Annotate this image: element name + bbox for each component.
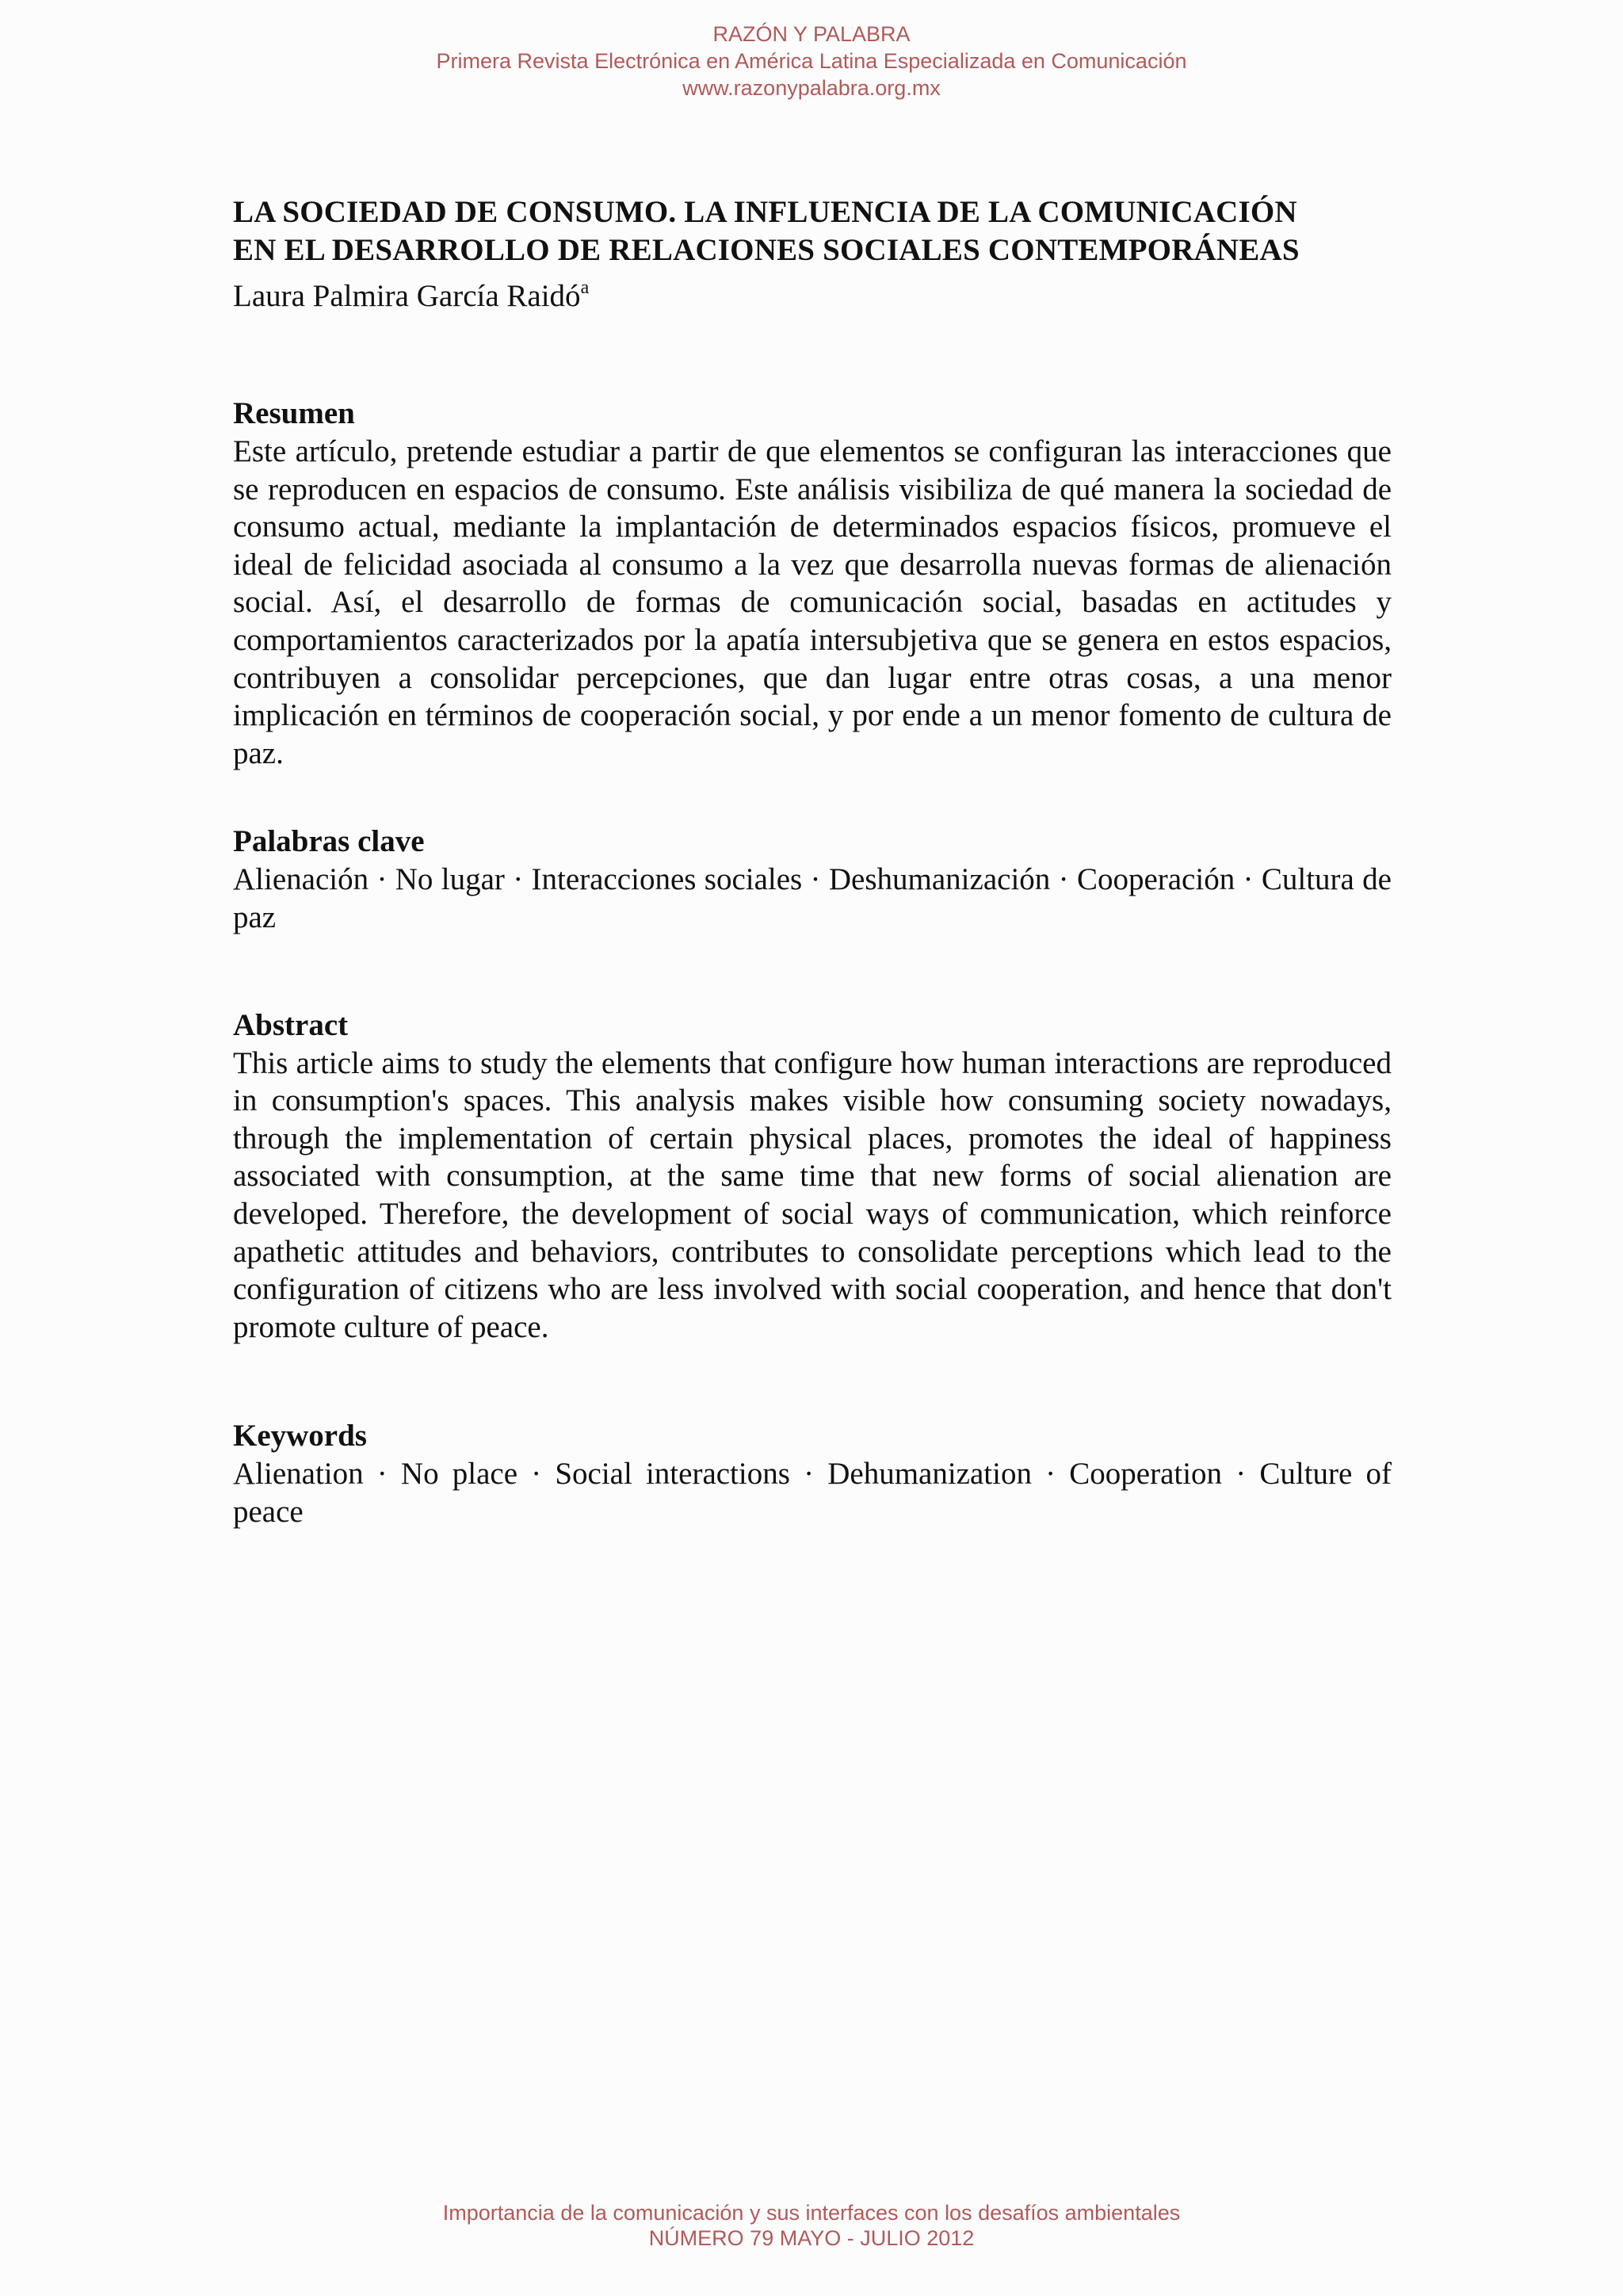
author-name: Laura Palmira García Raidó (233, 279, 581, 313)
palabras-clave-heading: Palabras clave (233, 824, 425, 859)
palabras-clave-section (233, 823, 1392, 936)
author-footnote-mark: a (580, 277, 590, 298)
journal-subtitle: Primera Revista Electrónica en América Latina Especializada en Comunicación (436, 49, 1187, 73)
running-footer (0, 2200, 1623, 2251)
abstract-heading: Abstract (233, 1007, 349, 1042)
abstract-section (233, 1007, 1392, 1347)
resumen-text: Este artículo, pretende estudiar a partir de que elementos se configuran las interacciones que se reproducen en espacios de consumo. Este análisis visibiliza de qué manera la sociedad de consumo actual, mediante la implantación de determinados espacios físicos, promueve el ideal de felicidad asociada al consumo a la vez que desarrolla nuevas formas de alienación social. Así, el desarrollo de formas de comunicación social, basadas en actitudes y comportamientos caracterizados por la apatía intersubjetiva que se genera en estos espacios, contribuyen a consolidar percepciones, que dan lugar entre otras cosas, a una menor implicación en términos de cooperación social, y por ende a un menor fomento de cultura de paz. (233, 434, 1392, 770)
article-body (233, 193, 1392, 1530)
journal-url[interactable]: www.razonypalabra.org.mx (682, 76, 941, 100)
author-line (233, 277, 1392, 315)
keywords-section (233, 1417, 1392, 1530)
running-header (0, 21, 1623, 101)
journal-name: RAZÓN Y PALABRA (712, 22, 911, 46)
article-title (233, 193, 1392, 269)
resumen-section (233, 395, 1392, 772)
keywords-text: Alienation · No place · Social interactions · Dehumanization · Cooperation · Culture of peace (233, 1457, 1392, 1529)
palabras-clave-text: Alienación · No lugar · Interacciones sociales · Deshumanización · Cooperación · Cultura de paz (233, 862, 1392, 934)
abstract-text: This article aims to study the elements that configure how human interactions are reproduced in consumption's spaces. This analysis makes visible how consuming society nowadays, through the implementation of certain physical places, promotes the ideal of happiness associated with consumption, at the same time that new forms of social alienation are developed. Therefore, the development of social ways of communication, which reinforce apathetic attitudes and behaviors, contributes to consolidate perceptions which lead to the configuration of citizens who are less involved with social cooperation, and hence that don't promote culture of peace. (233, 1045, 1392, 1344)
article-title-line-1: LA SOCIEDAD DE CONSUMO. LA INFLUENCIA DE LA COMUNICACIÓN (233, 195, 1297, 229)
issue-number: NÚMERO 79 MAYO - JULIO 2012 (648, 2226, 975, 2250)
keywords-heading: Keywords (233, 1419, 367, 1454)
article-title-line-2: EN EL DESARROLLO DE RELACIONES SOCIALES CONTEMPORÁNEAS (233, 233, 1300, 267)
resumen-heading: Resumen (233, 396, 355, 430)
issue-theme: Importancia de la comunicación y sus interfaces con los desafíos ambientales (442, 2201, 1181, 2225)
